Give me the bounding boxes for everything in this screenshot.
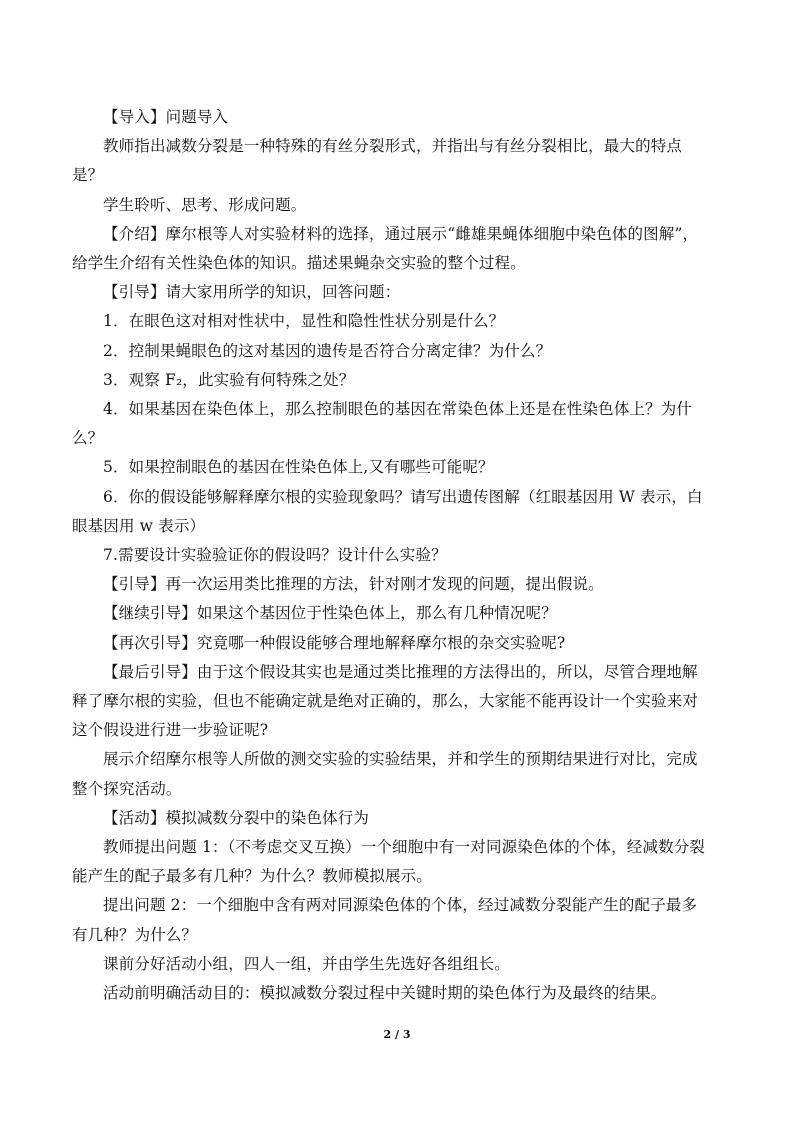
question-item: 2．控制果蝇眼色的这对基因的遗传是否符合分离定律？为什么？	[103, 341, 552, 360]
page-number: 2 / 3	[383, 1028, 411, 1041]
question-item: 4．如果基因在染色体上，那么控制眼色的基因在常染色体上还是在性染色体上？为什么？	[72, 400, 693, 448]
paragraph: 教师提出问题 1：（不考虑交叉互换）一个细胞中有一对同源染色体的个体，经减数分裂能产生的配子最多有几种？为什么？教师模拟展示。	[72, 838, 706, 886]
section-heading-activity: 【活动】模拟减数分裂中的染色体行为	[103, 808, 370, 827]
paragraph: 课前分好活动小组，四人一组，并由学生先选好各组组长。	[103, 954, 510, 973]
paragraph: 【继续引导】如果这个基因位于性染色体上，那么有几种情况呢？	[103, 604, 557, 623]
paragraph: 【介绍】摩尔根等人对实验材料的选择，通过展示“雌雄果蝇体细胞中染色体的图解”，给学生介绍有关性染色体的知识。描述果蝇杂交实验的整个过程。	[72, 224, 699, 273]
question-item: 3．观察 F₂，此实验有何特殊之处？	[103, 370, 355, 389]
paragraph: 【引导】再一次运用类比推理的方法，针对刚才发现的问题，提出假说。	[103, 575, 604, 594]
question-item: 7.需要设计实验验证你的假设吗？设计什么实验？	[103, 546, 447, 565]
question-item: 5．如果控制眼色的基因在性染色体上,又有哪些可能呢？	[103, 458, 494, 477]
document-body	[72, 103, 712, 1008]
question-item: 1．在眼色这对相对性状中，显性和隐性性状分别是什么？	[103, 312, 505, 331]
paragraph: 展示介绍摩尔根等人所做的测交实验的实验结果，并和学生的预期结果进行对比，完成整个探究活动。	[72, 750, 698, 798]
question-item: 6．你的假设能够解释摩尔根的实验现象吗？请写出遗传图解（红眼基因用 W 表示，白眼基因用 w 表示）	[72, 487, 703, 535]
paragraph: 学生聆听、思考、形成问题。	[103, 195, 307, 214]
paragraph: 教师指出减数分裂是一种特殊的有丝分裂形式，并指出与有丝分裂相比，最大的特点是？	[72, 137, 683, 185]
paragraph: 活动前明确活动目的：模拟减数分裂过程中关键时期的染色体行为及最终的结果。	[103, 984, 667, 1003]
paragraph: 提出问题 2：一个细胞中含有两对同源染色体的个体，经过减数分裂能产生的配子最多有几种？为什么？	[72, 896, 698, 944]
paragraph: 【最后引导】由于这个假设其实也是通过类比推理的方法得出的，所以，尽管合理地解释了摩尔根的实验，但也不能确定就是绝对正确的，那么，大家能不能再设计一个实验来对这个假设进行进一步验证呢?	[72, 662, 699, 740]
section-heading-intro: 【导入】问题导入	[103, 108, 229, 126]
paragraph: 【再次引导】究竟哪一种假设能够合理地解释摩尔根的杂交实验呢?	[103, 633, 566, 652]
paragraph: 【引导】请大家用所学的知识，回答问题：	[103, 283, 401, 302]
